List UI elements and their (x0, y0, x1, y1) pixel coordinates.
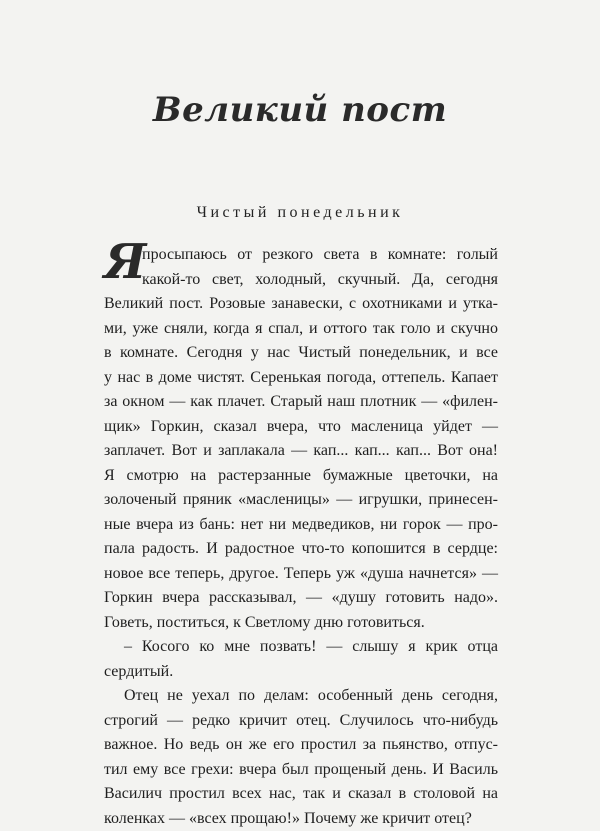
text-line: Великий пост. Розовые занавески, с охотниками и утка- (104, 292, 498, 317)
text-line: заплачет. Вот и заплакала — кап... кап... кап... Вот она! (104, 439, 498, 464)
text-line: золоченый пряник «масленицы» — игрушки, принесен- (104, 488, 498, 513)
text-line: за окном — как плачет. Старый наш плотник — «филен- (104, 390, 498, 415)
text-line: ми, уже сняли, когда я спал, и оттого так голо и скучно (104, 317, 498, 342)
section-title: Чистый понедельник (0, 204, 600, 222)
text-line: просыпаюсь от резкого света в комнате: голый (104, 243, 498, 268)
text-line: – Косого ко мне позвать! — слышу я крик отца (104, 635, 498, 660)
chapter-title: Великий пост (0, 90, 600, 130)
text-line: строгий — редко кричит отец. Случилось что-нибудь (104, 709, 498, 734)
text-line: Я смотрю на растерзанные бумажные цветочки, на (104, 464, 498, 489)
text-line: новое все теперь, другое. Теперь уж «душа начнется» — (104, 562, 498, 587)
text-line: тил ему все грехи: вчера был прощеный день. И Василь (104, 758, 498, 783)
text-line: ные вчера из бань: нет ни медведиков, ни горок — про- (104, 513, 498, 538)
text-line: Горкин вчера рассказывал, — «душу готовить надо». (104, 586, 498, 611)
text-line: пала радость. И радостное что-то копошится в сердце: (104, 537, 498, 562)
text-line: Отец не уехал по делам: особенный день сегодня, (104, 684, 498, 709)
text-line: щик» Горкин, сказал вчера, что масленица уйдет — (104, 415, 498, 440)
text-line: какой-то свет, холодный, скучный. Да, сегодня (104, 268, 498, 293)
text-line: у нас в доме чистят. Серенькая погода, оттепель. Капает (104, 366, 498, 391)
text-line: сердитый. (104, 660, 498, 685)
text-line: в комнате. Сегодня у нас Чистый понедельник, и все (104, 341, 498, 366)
text-line: коленках — «всех прощаю!» Почему же кричит отец? (104, 807, 498, 831)
drop-cap: Я (104, 238, 146, 286)
text-line: Говеть, поститься, к Светлому дню готовиться. (104, 611, 498, 636)
text-line: Василич простил всех нас, так и сказал в столовой на (104, 782, 498, 807)
body-text (104, 243, 498, 831)
text-line: важное. Но ведь он же его простил за пьянство, отпус- (104, 733, 498, 758)
